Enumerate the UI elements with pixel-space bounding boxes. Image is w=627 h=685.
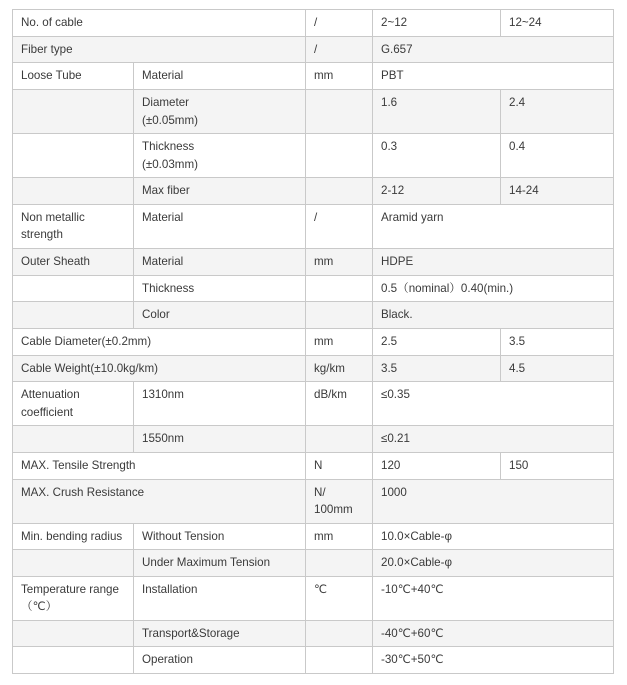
table-row bbox=[13, 90, 614, 134]
table-cell: G.657 bbox=[373, 36, 614, 63]
table-cell: 4.5 bbox=[501, 355, 614, 382]
table-cell: Material bbox=[134, 204, 306, 248]
table-cell: Without Tension bbox=[134, 523, 306, 550]
table-cell: Loose Tube bbox=[13, 63, 134, 90]
table-cell: Transport&Storage bbox=[134, 620, 306, 647]
table-cell: 2.5 bbox=[373, 328, 501, 355]
table-cell: 0.4 bbox=[501, 134, 614, 178]
table-cell: 2-12 bbox=[373, 178, 501, 205]
table-cell: / bbox=[306, 10, 373, 37]
table-cell: MAX. Crush Resistance bbox=[13, 479, 306, 523]
table-cell bbox=[306, 178, 373, 205]
table-cell: -10℃+40℃ bbox=[373, 576, 614, 620]
table-row bbox=[13, 647, 614, 674]
table-cell: Operation bbox=[134, 647, 306, 674]
table-row bbox=[13, 178, 614, 205]
table-cell bbox=[306, 426, 373, 453]
table-cell: -30℃+50℃ bbox=[373, 647, 614, 674]
table-cell: 1.6 bbox=[373, 90, 501, 134]
table-row bbox=[13, 620, 614, 647]
table-row bbox=[13, 550, 614, 577]
table-row bbox=[13, 248, 614, 275]
table-cell: PBT bbox=[373, 63, 614, 90]
table-cell: Fiber type bbox=[13, 36, 306, 63]
table-cell: Non metallic strength bbox=[13, 204, 134, 248]
table-cell: 2.4 bbox=[501, 90, 614, 134]
table-cell: Thickness bbox=[134, 275, 306, 302]
table-cell: -40℃+60℃ bbox=[373, 620, 614, 647]
table-cell: Thickness (±0.03mm) bbox=[134, 134, 306, 178]
table-cell: Color bbox=[134, 302, 306, 329]
table-cell: 1550nm bbox=[134, 426, 306, 453]
table-cell: Max fiber bbox=[134, 178, 306, 205]
table-row bbox=[13, 426, 614, 453]
table-row bbox=[13, 328, 614, 355]
table-cell: Min. bending radius bbox=[13, 523, 134, 550]
table-row bbox=[13, 452, 614, 479]
table-cell: 10.0×Cable-φ bbox=[373, 523, 614, 550]
table-cell bbox=[13, 550, 134, 577]
table-cell: N/ 100mm bbox=[306, 479, 373, 523]
table-cell: / bbox=[306, 36, 373, 63]
spec-table-body bbox=[13, 10, 614, 674]
table-cell: Under Maximum Tension bbox=[134, 550, 306, 577]
table-cell bbox=[306, 647, 373, 674]
table-cell: mm bbox=[306, 63, 373, 90]
table-row bbox=[13, 382, 614, 426]
table-cell: Outer Sheath bbox=[13, 248, 134, 275]
table-cell bbox=[306, 134, 373, 178]
table-cell: Aramid yarn bbox=[373, 204, 614, 248]
table-row bbox=[13, 275, 614, 302]
table-cell bbox=[306, 620, 373, 647]
table-cell: N bbox=[306, 452, 373, 479]
table-cell bbox=[306, 302, 373, 329]
table-cell bbox=[13, 620, 134, 647]
table-cell: 2~12 bbox=[373, 10, 501, 37]
table-cell bbox=[13, 302, 134, 329]
table-cell bbox=[13, 426, 134, 453]
table-cell: mm bbox=[306, 523, 373, 550]
table-cell: MAX. Tensile Strength bbox=[13, 452, 306, 479]
table-cell bbox=[306, 90, 373, 134]
table-cell bbox=[306, 550, 373, 577]
spec-table bbox=[12, 9, 614, 674]
table-cell: No. of cable bbox=[13, 10, 306, 37]
table-cell: Material bbox=[134, 248, 306, 275]
table-row bbox=[13, 134, 614, 178]
table-cell: Temperature range （℃） bbox=[13, 576, 134, 620]
table-row bbox=[13, 576, 614, 620]
table-row bbox=[13, 36, 614, 63]
table-row bbox=[13, 355, 614, 382]
table-cell bbox=[306, 275, 373, 302]
table-cell: / bbox=[306, 204, 373, 248]
table-cell: 1000 bbox=[373, 479, 614, 523]
table-cell: Cable Weight(±10.0kg/km) bbox=[13, 355, 306, 382]
table-cell: 12~24 bbox=[501, 10, 614, 37]
table-cell bbox=[13, 90, 134, 134]
table-cell: 150 bbox=[501, 452, 614, 479]
table-cell: ≤0.21 bbox=[373, 426, 614, 453]
table-row bbox=[13, 302, 614, 329]
table-cell: ≤0.35 bbox=[373, 382, 614, 426]
table-cell: 1310nm bbox=[134, 382, 306, 426]
table-cell: mm bbox=[306, 328, 373, 355]
table-cell: mm bbox=[306, 248, 373, 275]
table-row bbox=[13, 479, 614, 523]
table-cell bbox=[13, 134, 134, 178]
table-cell: Attenuation coefficient bbox=[13, 382, 134, 426]
table-cell: Diameter (±0.05mm) bbox=[134, 90, 306, 134]
table-cell: 3.5 bbox=[373, 355, 501, 382]
table-row bbox=[13, 204, 614, 248]
table-cell: HDPE bbox=[373, 248, 614, 275]
table-cell bbox=[13, 647, 134, 674]
table-cell: kg/km bbox=[306, 355, 373, 382]
table-cell: Cable Diameter(±0.2mm) bbox=[13, 328, 306, 355]
table-cell: Black. bbox=[373, 302, 614, 329]
table-cell: dB/km bbox=[306, 382, 373, 426]
table-cell: Installation bbox=[134, 576, 306, 620]
table-cell: 20.0×Cable-φ bbox=[373, 550, 614, 577]
table-cell bbox=[13, 275, 134, 302]
table-cell: Material bbox=[134, 63, 306, 90]
table-cell: 3.5 bbox=[501, 328, 614, 355]
table-cell: 14-24 bbox=[501, 178, 614, 205]
table-cell bbox=[13, 178, 134, 205]
table-row bbox=[13, 63, 614, 90]
table-row bbox=[13, 10, 614, 37]
table-cell: 0.3 bbox=[373, 134, 501, 178]
table-cell: 120 bbox=[373, 452, 501, 479]
table-cell: 0.5（nominal）0.40(min.) bbox=[373, 275, 614, 302]
table-row bbox=[13, 523, 614, 550]
table-cell: ℃ bbox=[306, 576, 373, 620]
